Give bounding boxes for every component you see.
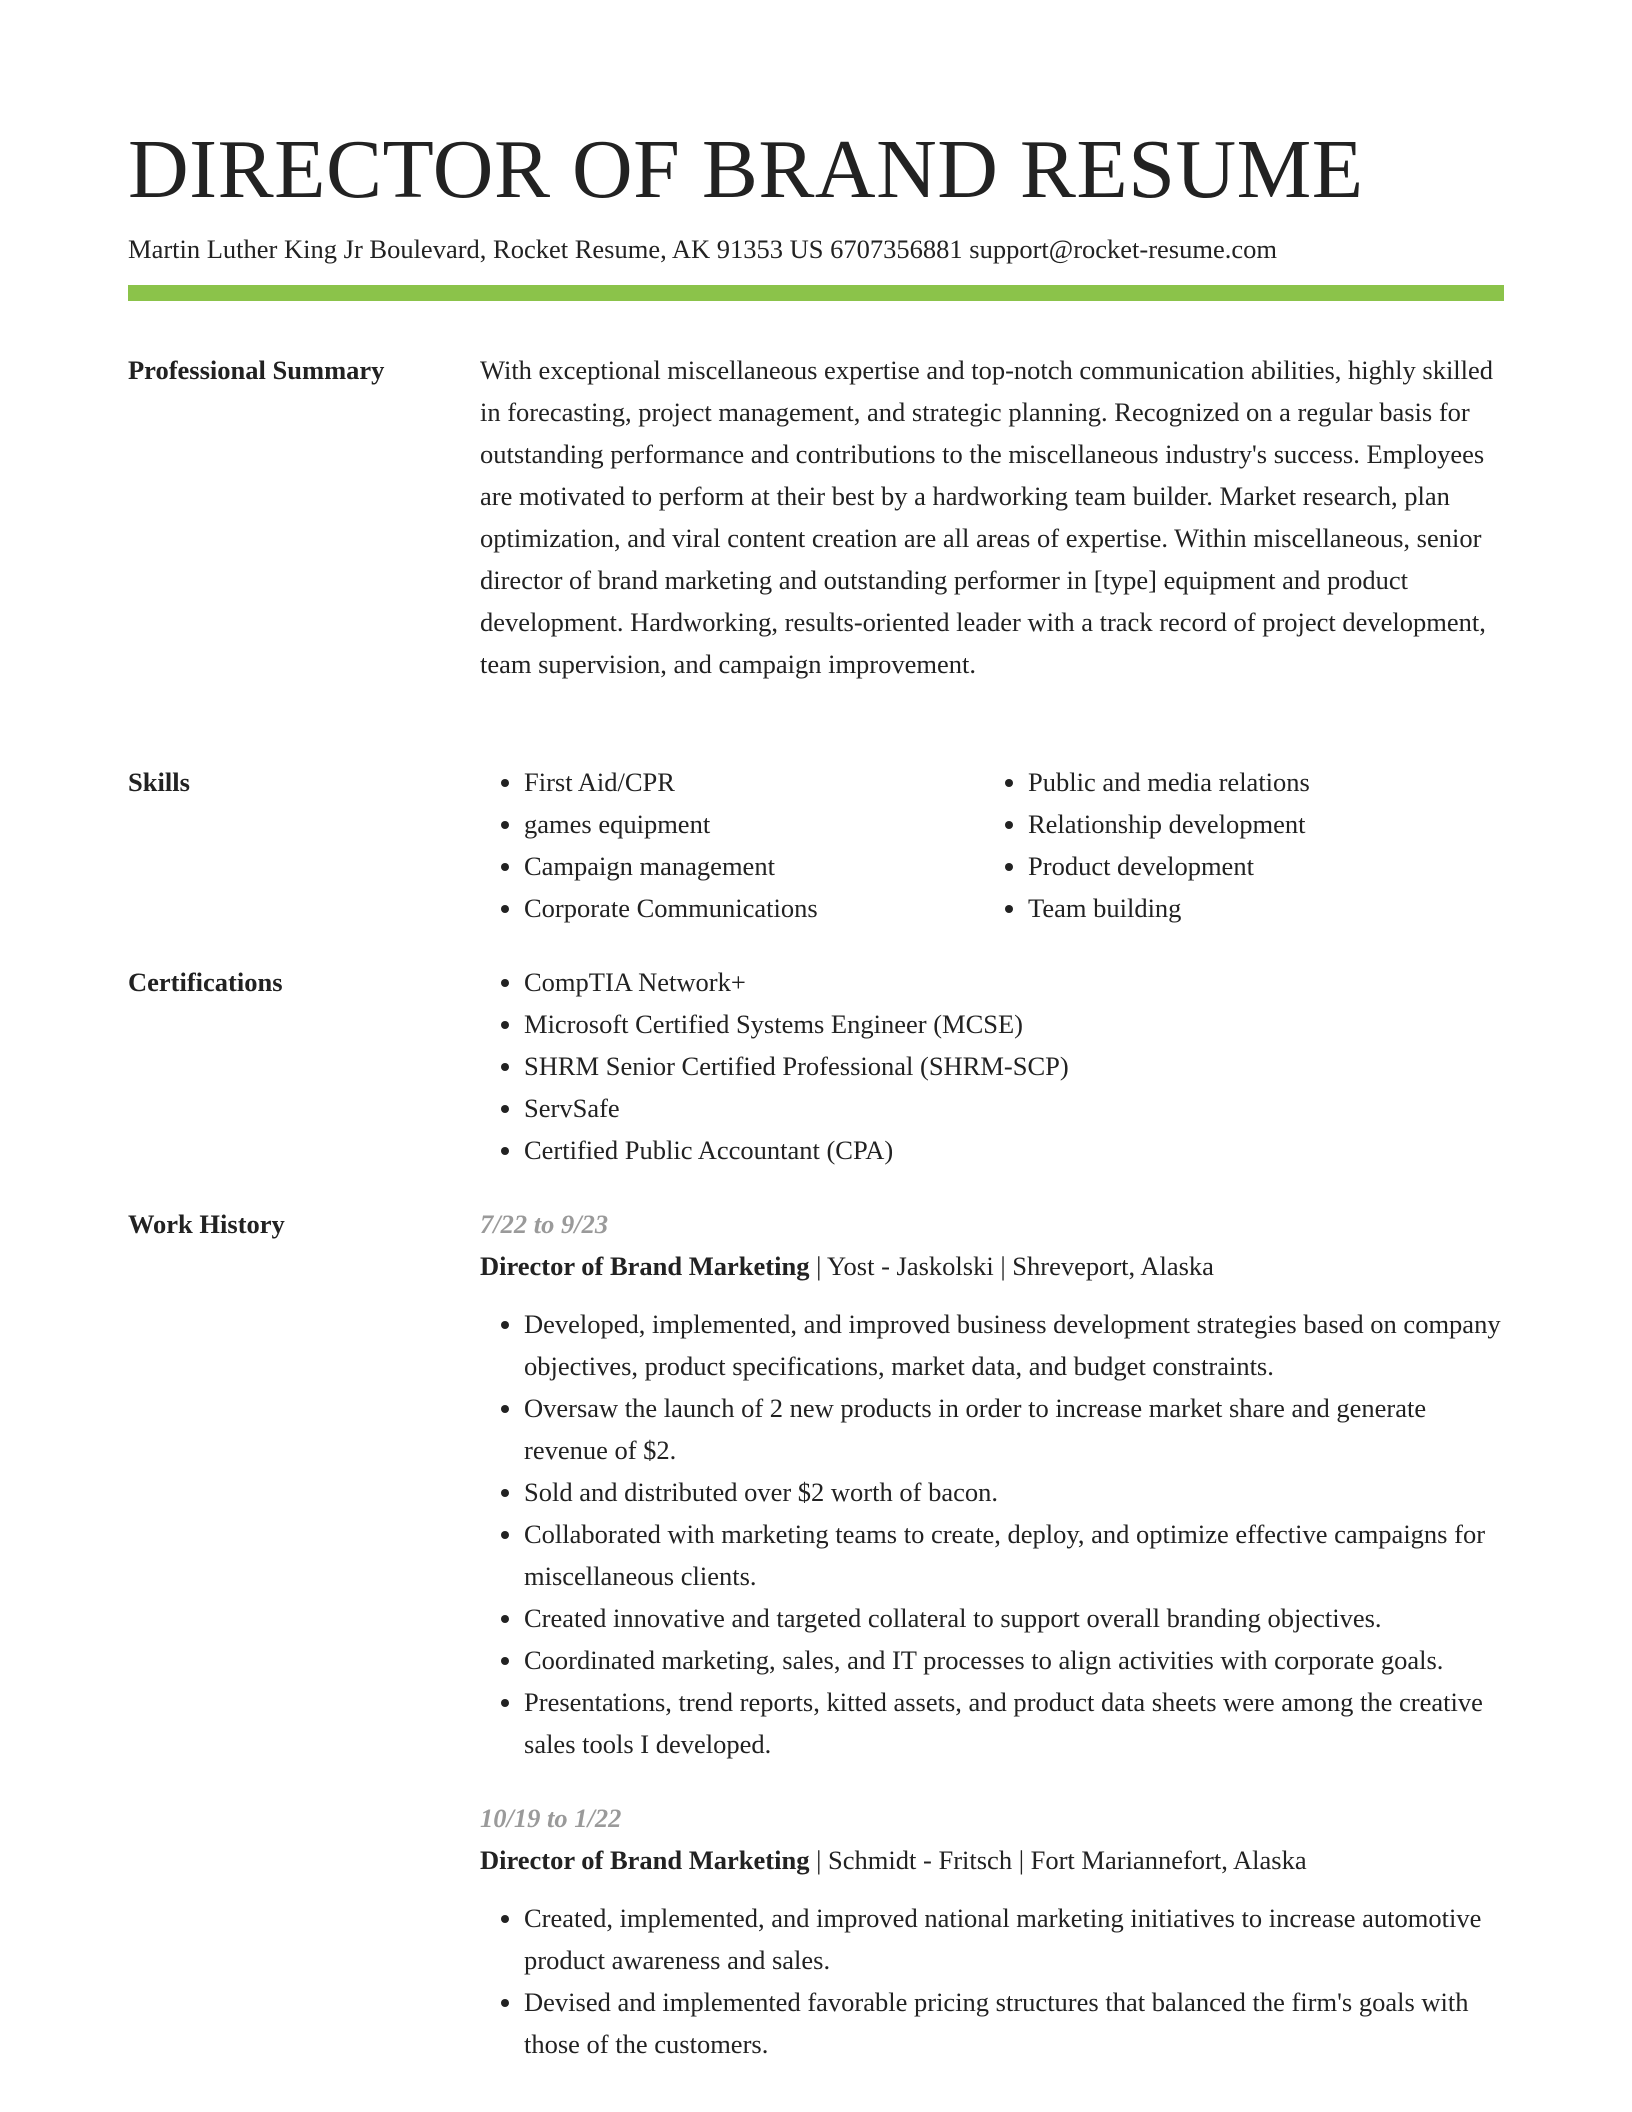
certification-item: • Microsoft Certified Systems Engineer (MCSE) — [524, 1003, 1504, 1045]
header-divider — [128, 285, 1504, 301]
job-heading — [480, 1839, 1504, 1881]
section-body — [480, 1203, 1504, 2097]
certification-item: • ServSafe — [524, 1087, 1504, 1129]
job-company-location: | Yost - Jaskolski | Shreveport, Alaska — [809, 1251, 1214, 1281]
job-title: Director of Brand Marketing — [480, 1845, 810, 1875]
job-bullets — [480, 1897, 1504, 2065]
job-entry — [480, 1797, 1504, 2065]
job-bullet: • Developed, implemented, and improved business development strategies based on company objectives, product specifications, market data, and budget constraints. — [524, 1303, 1504, 1387]
job-dates: 10/19 to 1/22 — [480, 1803, 622, 1833]
skills-columns — [480, 761, 1504, 929]
skill-item: • Product development — [1028, 845, 1488, 887]
job-entry — [480, 1203, 1504, 1765]
section-label: Certifications — [128, 967, 283, 997]
certification-item: • Certified Public Accountant (CPA) — [524, 1129, 1504, 1171]
skill-item: • Team building — [1028, 887, 1488, 929]
job-bullet: • Created, implemented, and improved national marketing initiatives to increase automotive product awareness and sales. — [524, 1897, 1504, 1981]
section-label: Professional Summary — [128, 355, 385, 385]
job-bullet: • Presentations, trend reports, kitted assets, and product data sheets were among the creative sales tools I developed. — [524, 1681, 1504, 1765]
section-body — [480, 961, 1504, 1171]
section-label: Skills — [128, 767, 190, 797]
contact-info: Martin Luther King Jr Boulevard, Rocket Resume, AK 91353 US 6707356881 support@rocket-resume.com — [128, 234, 1277, 264]
job-dates: 7/22 to 9/23 — [480, 1209, 609, 1239]
skill-item: • Relationship development — [1028, 803, 1488, 845]
job-bullet: • Oversaw the launch of 2 new products in order to increase market share and generate revenue of $2. — [524, 1387, 1504, 1471]
section-label: Work History — [128, 1209, 285, 1239]
job-bullet: • Created innovative and targeted collateral to support overall branding objectives. — [524, 1597, 1504, 1639]
job-company-location: | Schmidt - Fritsch | Fort Mariannefort, Alaska — [809, 1845, 1307, 1875]
skill-item: • Corporate Communications — [524, 887, 984, 929]
job-bullets — [480, 1303, 1504, 1765]
section-body — [480, 349, 1504, 685]
skills-list-right — [984, 761, 1488, 929]
job-bullet: • Coordinated marketing, sales, and IT processes to align activities with corporate goals. — [524, 1639, 1504, 1681]
job-bullet: • Devised and implemented favorable pricing structures that balanced the firm's goals with those of the customers. — [524, 1981, 1504, 2065]
resume-title: DIRECTOR OF BRAND RESUME — [128, 123, 1364, 216]
certification-item: • SHRM Senior Certified Professional (SHRM-SCP) — [524, 1045, 1504, 1087]
skill-item: • Public and media relations — [1028, 761, 1488, 803]
skill-item: • First Aid/CPR — [524, 761, 984, 803]
skills-list-left — [480, 761, 984, 929]
job-heading — [480, 1245, 1504, 1287]
summary-text: With exceptional miscellaneous expertise and top-notch communication abilities, highly skilled in forecasting, project management, and strategic planning. Recognized on a regular basis for outstanding performance and contributions to the miscellaneous industry's success. Employees are motivated to perform at their best by a hardworking team builder. Market research, plan optimization, and viral content creation are all areas of expertise. Within miscellaneous, senior director of brand marketing and outstanding performer in [type] equipment and product development. Hardworking, results-oriented leader with a track record of project development, team supervision, and campaign improvement. — [480, 355, 1494, 679]
skill-item: • Campaign management — [524, 845, 984, 887]
skill-item: • games equipment — [524, 803, 984, 845]
job-title: Director of Brand Marketing — [480, 1251, 810, 1281]
job-bullet: • Sold and distributed over $2 worth of bacon. — [524, 1471, 1504, 1513]
certification-item: • CompTIA Network+ — [524, 961, 1504, 1003]
certifications-list — [480, 961, 1504, 1171]
job-bullet: • Collaborated with marketing teams to create, deploy, and optimize effective campaigns for miscellaneous clients. — [524, 1513, 1504, 1597]
